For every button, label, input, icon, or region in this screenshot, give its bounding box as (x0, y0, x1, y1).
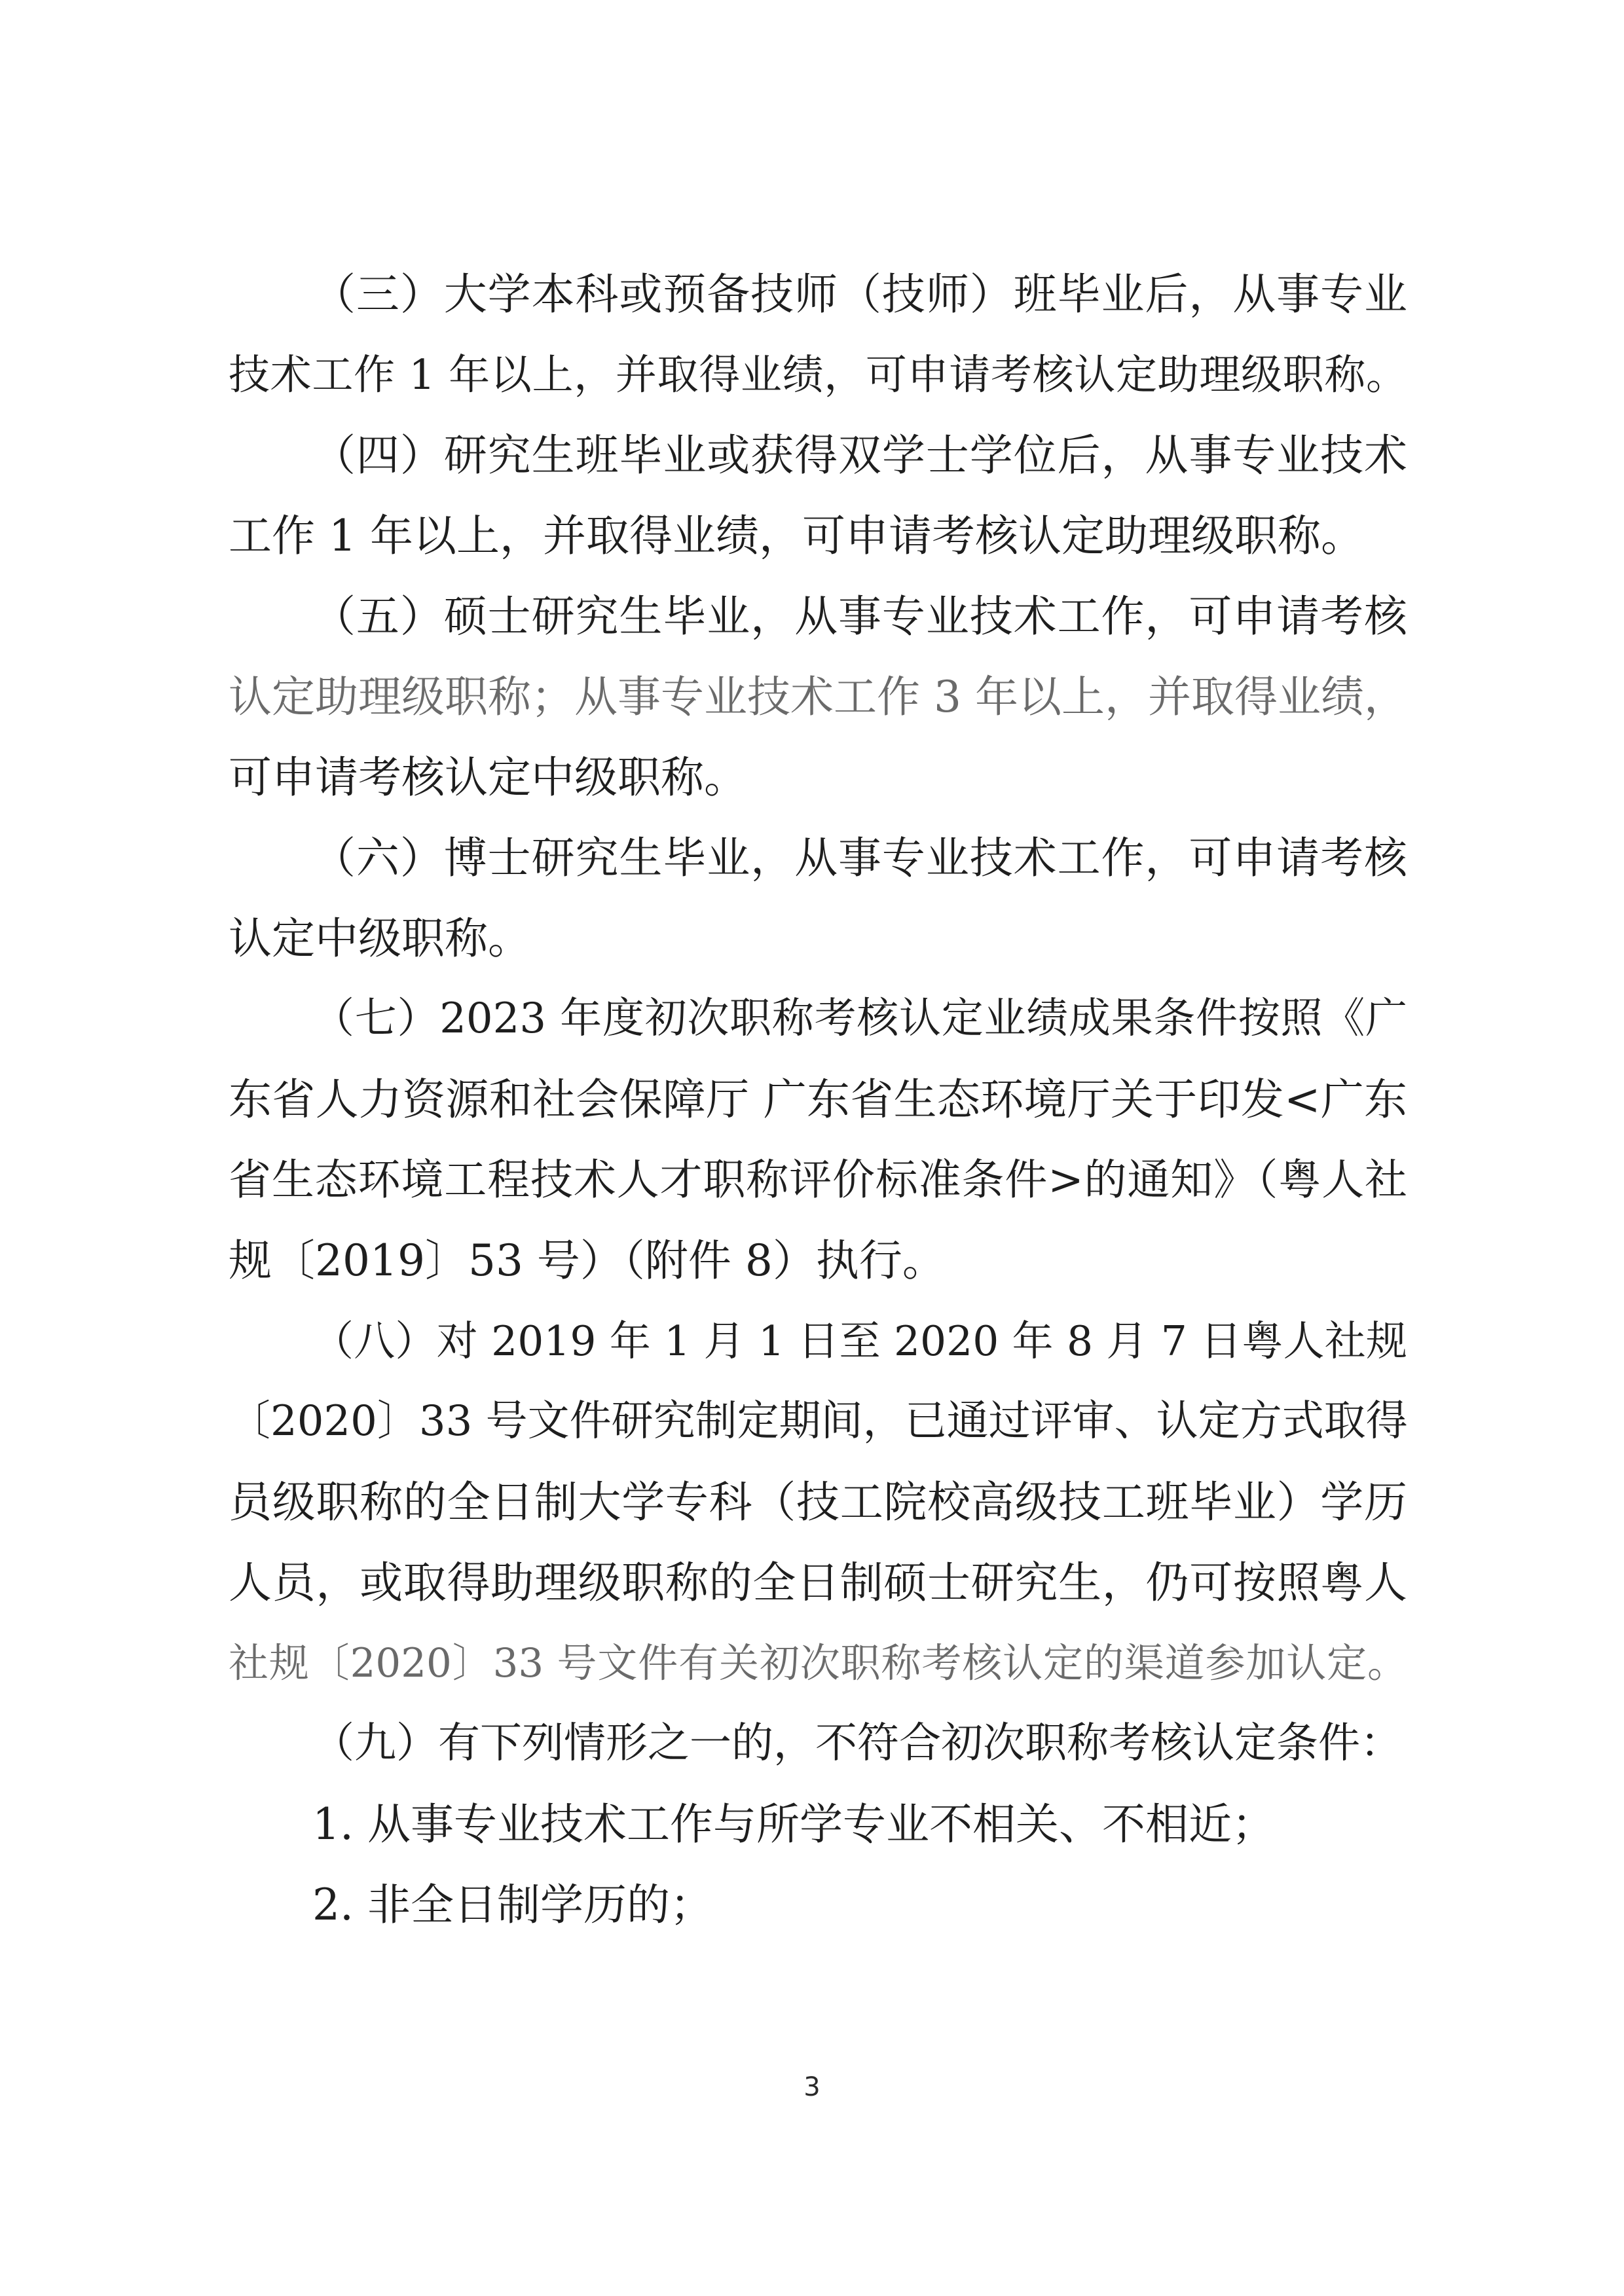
list-item-1: 1. 从事专业技术工作与所学专业不相关、不相近； (312, 1799, 1275, 1850)
paragraph-6-line-2: 认定中级职称。 (229, 913, 531, 964)
paragraph-3-line-2: 技术工作 1 年以上，并取得业绩，可申请考核认定助理级职称。 (229, 351, 1407, 399)
paragraph-7-line-4: 规〔2019〕53 号）（附件 8）执行。 (229, 1235, 946, 1286)
paragraph-7-line-1: （七）2023 年度初次职称考核认定业绩成果条件按照《广 (312, 994, 1407, 1043)
paragraph-3-line-1: （三）大学本科或预备技师（技师）班毕业后，从事专业 (312, 269, 1407, 319)
paragraph-8-line-5: 社规〔2020〕33 号文件有关初次职称考核认定的渠道参加认定。 (229, 1640, 1407, 1686)
paragraph-6-line-1: （六）博士研究生毕业，从事专业技术工作，可申请考核 (312, 833, 1407, 883)
paragraph-8-line-1: （八）对 2019 年 1 月 1 日至 2020 年 8 月 7 日粤人社规 (312, 1317, 1407, 1365)
document-body (229, 254, 1407, 1945)
paragraph-4-line-1: （四）研究生班毕业或获得双学士学位后，从事专业技术 (312, 430, 1407, 481)
page-number: 3 (803, 2072, 821, 2102)
paragraph-4-line-2: 工作 1 年以上，并取得业绩，可申请考核认定助理级职称。 (229, 511, 1364, 561)
list-item-2: 2. 非全日制学历的； (312, 1880, 713, 1930)
paragraph-7-line-3: 省生态环境工程技术人才职称评价标准条件>的通知》（粤人社 (229, 1156, 1407, 1205)
paragraph-5-line-1: （五）硕士研究生毕业，从事专业技术工作，可申请考核 (312, 591, 1407, 642)
paragraph-9-line-1: （九）有下列情形之一的，不符合初次职称考核认定条件： (312, 1719, 1402, 1768)
paragraph-7-line-2: 东省人力资源和社会保障厅 广东省生态环境厅关于印发<广东 (229, 1074, 1407, 1125)
paragraph-5-line-2: 认定助理级职称；从事专业技术工作 3 年以上，并取得业绩， (229, 672, 1407, 722)
paragraph-8-line-3: 员级职称的全日制大学专科（技工院校高级技工班毕业）学历 (229, 1477, 1407, 1527)
paragraph-5-line-3: 可申请考核认定中级职称。 (229, 752, 747, 803)
paragraph-8-line-4: 人员，或取得助理级职称的全日制硕士研究生，仍可按照粤人 (229, 1558, 1407, 1608)
paragraph-8-line-2: 〔2020〕33 号文件研究制定期间，已通过评审、认定方式取得 (229, 1397, 1408, 1446)
